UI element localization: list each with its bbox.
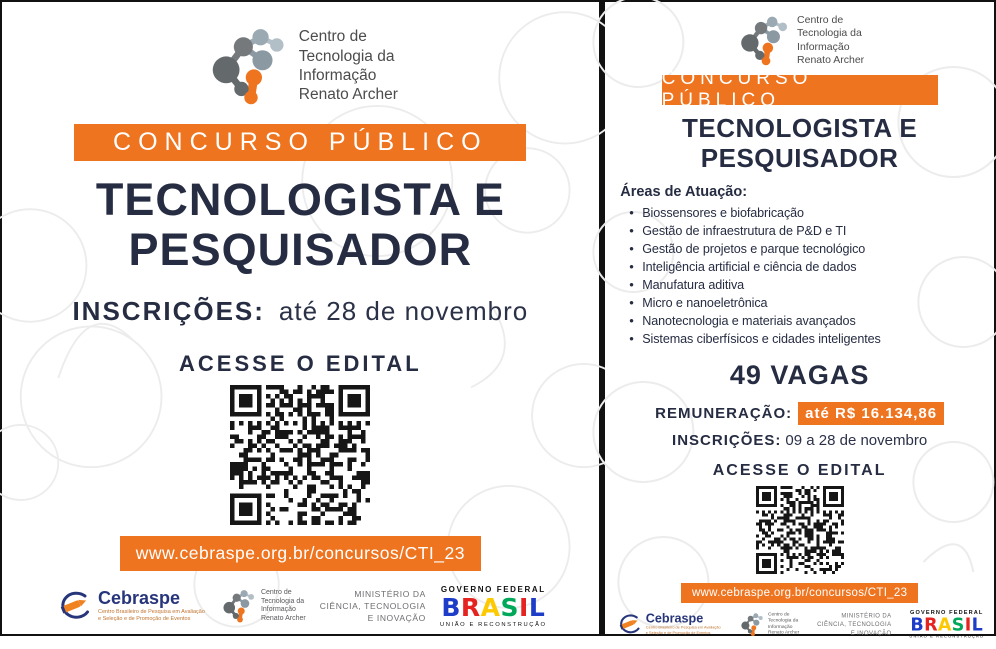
url-banner: www.cebraspe.org.br/concursos/CTI_23 [681, 583, 918, 603]
cti-logo [735, 12, 864, 69]
cebraspe-name: Cebraspe [98, 588, 181, 609]
area-item: • Manufatura aditiva [620, 276, 979, 294]
acesse-edital-label: ACESSE O EDITAL [179, 350, 422, 376]
remuneracao-label: REMUNERAÇÃO: [655, 404, 793, 422]
area-item: • Gestão de infraestrutura de P&D e TI [620, 222, 979, 240]
cti-molecule-icon [735, 12, 797, 69]
inscricoes-label: INSCRIÇÕES: [672, 431, 782, 449]
qr-code [230, 385, 370, 525]
cti-logo-text: Centro de Tecnologia da Informação Renato Archer [298, 28, 398, 104]
inscricoes-line [672, 432, 927, 449]
cebraspe-subtitle: Centro Brasileiro de Pesquisa em Avaliação e Seleção e de Promoção de Eventos [98, 609, 205, 623]
cti-logo-small: Centro de Tecnologia da Informação Renato Archer [739, 611, 800, 638]
remuneracao-value: até R$ 16.134,86 [798, 402, 944, 425]
inscricoes-value: até 28 de novembro [278, 295, 529, 326]
cebraspe-pencil-icon [615, 612, 643, 636]
poster-right [605, 2, 994, 639]
ministry-logo: MINISTÉRIO DA CIÊNCIA, TECNOLOGIA E INOVAÇÃO [817, 611, 892, 636]
area-item: • Gestão de projetos e parque tecnológico [620, 240, 979, 258]
cti-molecule-icon [739, 611, 768, 638]
qr-code [756, 486, 844, 574]
area-item: • Biossensores e biofabricação [620, 204, 979, 222]
concurso-publico-banner: CONCURSO PÚBLICO [74, 124, 526, 161]
cti-logo-small: Centro de Tecnologia da Informação Renato Archer [219, 587, 306, 625]
inscricoes-label: INSCRIÇÕES: [72, 295, 265, 326]
cebraspe-logo: Cebraspe Centro Brasileiro de Pesquisa em Avaliação e Seleção e de Promoção de Eventos [615, 612, 721, 636]
area-item: • Sistemas ciberfísicos e cidades inteligentes [620, 330, 979, 348]
area-item: • Micro e nanoeletrônica [620, 294, 979, 312]
footer-left [2, 585, 599, 628]
governo-federal-logo: GOVERNO FEDERAL BRASIL UNIÃO E RECONSTRUÇÃO [439, 584, 547, 628]
poster-title: TECNOLOGISTA E PESQUISADOR [95, 174, 505, 276]
cti-molecule-icon [219, 587, 261, 625]
poster-left [2, 2, 599, 634]
areas-heading: Áreas de Atuação: [620, 183, 748, 200]
governo-federal-logo: GOVERNO FEDERAL BRASIL UNIÃO E RECONSTRUÇÃO [909, 608, 985, 639]
ministry-logo: MINISTÉRIO DA CIÊNCIA, TECNOLOGIA E INOVAÇÃO [319, 588, 426, 624]
footer-right [605, 609, 994, 649]
areas-list [620, 204, 979, 348]
inscricoes-value: 09 a 28 de novembro [785, 431, 928, 449]
brasil-wordmark: BRASIL [910, 614, 984, 635]
cti-logo [203, 22, 398, 110]
area-item: • Nanotecnologia e materiais avançados [620, 312, 979, 330]
url-banner: www.cebraspe.org.br/concursos/CTI_23 [120, 536, 481, 571]
acesse-edital-label: ACESSE O EDITAL [712, 461, 887, 479]
inscricoes-line [72, 296, 528, 327]
cti-molecule-icon [203, 22, 299, 110]
poster-title: TECNOLOGISTA E PESQUISADOR [682, 113, 918, 173]
cebraspe-pencil-icon [54, 589, 94, 623]
concurso-publico-banner: CONCURSO PÚBLICO [662, 75, 938, 105]
cebraspe-logo [54, 589, 205, 623]
areas-section [605, 184, 994, 348]
remuneracao-line [655, 402, 944, 425]
cti-logo-text: Centro de Tecnologia da Informação Renato Archer [797, 14, 865, 66]
area-item: • Inteligência artificial e ciência de dados [620, 258, 979, 276]
brasil-wordmark: BRASIL [441, 592, 546, 622]
vagas-count: 49 VAGAS [729, 359, 870, 390]
